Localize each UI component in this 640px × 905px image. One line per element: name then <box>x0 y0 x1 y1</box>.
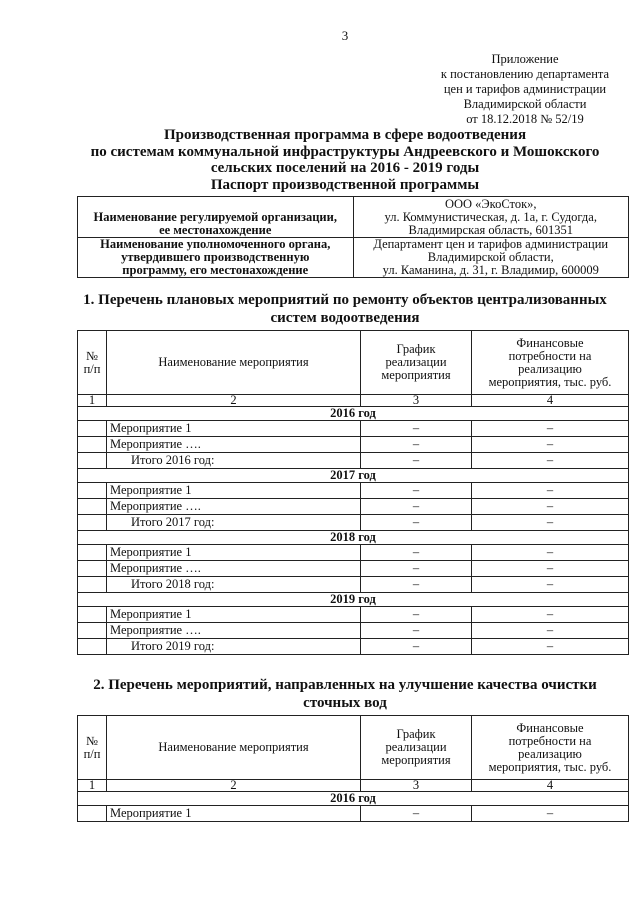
col-schedule-header: График реализации мероприятия <box>361 331 472 395</box>
finance-value: – <box>472 607 629 623</box>
passport-label: Наименование уполномоченного органа, утвердившего производственную программу, его местонахождение <box>78 238 354 278</box>
schedule-value: – <box>361 453 472 469</box>
passport-value: ООО «ЭкоСток», ул. Коммунистическая, д. 1а, г. Судогда, Владимирская область, 601351 <box>353 197 629 238</box>
year-row <box>78 469 629 483</box>
total-row <box>78 453 629 469</box>
row-num <box>78 607 107 623</box>
schedule-value: – <box>361 607 472 623</box>
finance-value: – <box>472 545 629 561</box>
measure-name: Мероприятие 1 <box>107 545 361 561</box>
measure-name: Мероприятие 1 <box>107 483 361 499</box>
col-num-header: № п/п <box>78 716 107 780</box>
row-num <box>78 577 107 593</box>
measures-table-1 <box>77 330 629 655</box>
appendix-line: цен и тарифов администрации <box>443 82 607 96</box>
year-label: 2018 год <box>78 531 629 545</box>
passport-value: Департамент цен и тарифов администрации Владимирской области, ул. Каманина, д. 31, г. Владимир, 600009 <box>353 238 629 278</box>
col-num-header: № п/п <box>78 331 107 395</box>
column-number: 4 <box>472 780 629 792</box>
heading-line: систем водоотведения <box>270 310 420 326</box>
heading-line: сточных вод <box>303 695 387 711</box>
finance-value: – <box>472 483 629 499</box>
total-row <box>78 577 629 593</box>
col-name-header: Наименование мероприятия <box>107 331 361 395</box>
heading-line: 2. Перечень мероприятий, направленных на улучшение качества очистки <box>93 677 597 693</box>
finance-value: – <box>472 806 629 822</box>
schedule-value: – <box>361 623 472 639</box>
section2-heading <box>60 676 630 712</box>
title-line: Производственная программа в сфере водоотведения <box>163 127 527 143</box>
column-number: 3 <box>361 780 472 792</box>
year-row <box>78 407 629 421</box>
col-finance-header: Финансовые потребности на реализацию мероприятия, тыс. руб. <box>472 331 629 395</box>
finance-value: – <box>472 639 629 655</box>
section1-heading <box>60 291 630 327</box>
table-row <box>78 499 629 515</box>
total-label: Итого 2017 год: <box>107 515 361 531</box>
appendix-line: Приложение <box>491 52 559 66</box>
total-label: Итого 2016 год: <box>107 453 361 469</box>
col-name-header: Наименование мероприятия <box>107 716 361 780</box>
finance-value: – <box>472 561 629 577</box>
finance-value: – <box>472 577 629 593</box>
row-num <box>78 483 107 499</box>
passport-table <box>77 196 629 278</box>
year-label: 2019 год <box>78 593 629 607</box>
year-label: 2017 год <box>78 469 629 483</box>
schedule-value: – <box>361 639 472 655</box>
finance-value: – <box>472 623 629 639</box>
row-num <box>78 437 107 453</box>
total-label: Итого 2019 год: <box>107 639 361 655</box>
passport-row <box>78 197 629 238</box>
row-num <box>78 561 107 577</box>
measure-name: Мероприятие …. <box>107 437 361 453</box>
year-row <box>78 593 629 607</box>
col-finance-header: Финансовые потребности на реализацию мероприятия, тыс. руб. <box>472 716 629 780</box>
row-num <box>78 545 107 561</box>
table-row <box>78 437 629 453</box>
column-number: 3 <box>361 395 472 407</box>
table-row <box>78 806 629 822</box>
row-num <box>78 639 107 655</box>
row-num <box>78 515 107 531</box>
schedule-value: – <box>361 499 472 515</box>
table-header-row <box>78 716 629 780</box>
measure-name: Мероприятие …. <box>107 561 361 577</box>
row-num <box>78 421 107 437</box>
measures-table-2 <box>77 715 629 822</box>
total-row <box>78 639 629 655</box>
finance-value: – <box>472 421 629 437</box>
year-row <box>78 792 629 806</box>
measure-name: Мероприятие …. <box>107 499 361 515</box>
schedule-value: – <box>361 561 472 577</box>
row-num <box>78 806 107 822</box>
column-number-row <box>78 780 629 792</box>
appendix-line: Владимирской области <box>463 97 587 111</box>
col-schedule-header: График реализации мероприятия <box>361 716 472 780</box>
schedule-value: – <box>361 577 472 593</box>
column-number: 2 <box>107 395 361 407</box>
column-number: 4 <box>472 395 629 407</box>
finance-value: – <box>472 437 629 453</box>
total-label: Итого 2018 год: <box>107 577 361 593</box>
measure-name: Мероприятие 1 <box>107 806 361 822</box>
table-row <box>78 623 629 639</box>
table-row <box>78 607 629 623</box>
table-row <box>78 421 629 437</box>
year-row <box>78 531 629 545</box>
measure-name: Мероприятие 1 <box>107 421 361 437</box>
passport-label: Наименование регулируемой организации, ее местонахождение <box>78 197 354 238</box>
year-label: 2016 год <box>78 407 629 421</box>
column-number: 2 <box>107 780 361 792</box>
schedule-value: – <box>361 421 472 437</box>
finance-value: – <box>472 453 629 469</box>
finance-value: – <box>472 499 629 515</box>
row-num <box>78 499 107 515</box>
schedule-value: – <box>361 437 472 453</box>
row-num <box>78 453 107 469</box>
appendix-block <box>420 52 630 127</box>
measure-name: Мероприятие …. <box>107 623 361 639</box>
table-row <box>78 483 629 499</box>
passport-row <box>78 238 629 278</box>
schedule-value: – <box>361 515 472 531</box>
measure-name: Мероприятие 1 <box>107 607 361 623</box>
appendix-line: к постановлению департамента <box>440 67 610 81</box>
title-line: по системам коммунальной инфраструктуры Андреевского и Мошокского <box>90 143 600 160</box>
page-number: 3 <box>341 28 349 43</box>
document-title <box>60 127 630 193</box>
total-row <box>78 515 629 531</box>
table-row <box>78 545 629 561</box>
schedule-value: – <box>361 545 472 561</box>
table-header-row <box>78 331 629 395</box>
row-num <box>78 623 107 639</box>
finance-value: – <box>472 515 629 531</box>
passport-title: Паспорт производственной программы <box>210 176 480 193</box>
column-number: 1 <box>78 395 107 407</box>
column-number: 1 <box>78 780 107 792</box>
column-number-row <box>78 395 629 407</box>
title-line: сельских поселений на 2016 - 2019 годы <box>210 160 480 176</box>
heading-line: 1. Перечень плановых мероприятий по ремонту объектов централизованных <box>83 292 607 308</box>
schedule-value: – <box>361 806 472 822</box>
year-label: 2016 год <box>78 792 629 806</box>
appendix-line: от 18.12.2018 № 52/19 <box>466 112 584 126</box>
schedule-value: – <box>361 483 472 499</box>
table-row <box>78 561 629 577</box>
